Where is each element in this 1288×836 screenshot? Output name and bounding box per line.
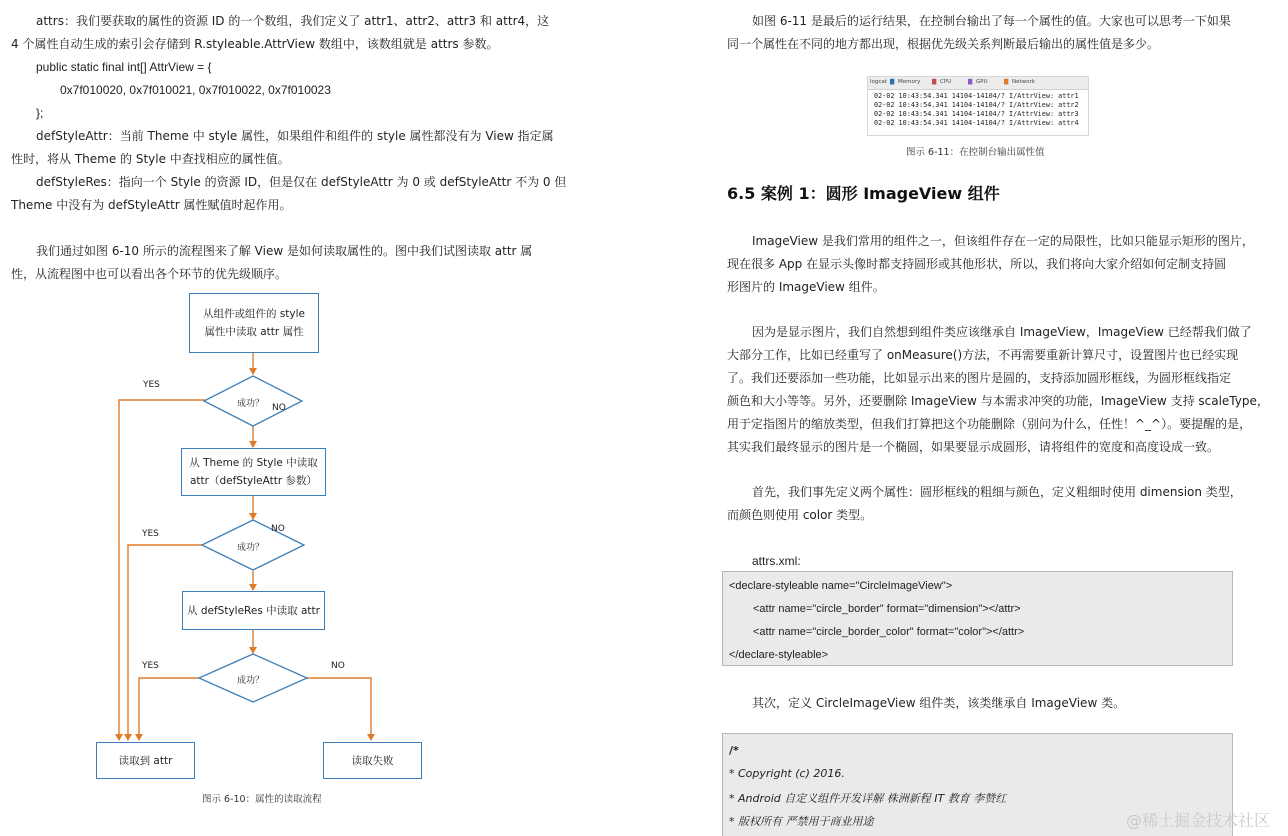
watermark: @稀土掘金技术社区	[1126, 811, 1271, 830]
paragraph-imageview-line1: ImageView 是我们常用的组件之一，但该组件存在一定的局限性，比如只能显示矩形的图片，	[752, 234, 1254, 248]
label-no-3: NO	[331, 661, 345, 671]
xml-line-3: <attr name="circle_border_color" format="color"></attr>	[753, 626, 1025, 638]
flow-box1-line1: 从组件或组件的 style	[202, 308, 306, 320]
tab-gpu: GPU	[976, 79, 988, 85]
paragraph-defstyleres-line2: Theme 中没有为 defStyleAttr 属性赋值时起作用。	[11, 198, 292, 212]
comment-line-3: * Android 自定义组件开发详解 株洲新程 IT 教育 李赞红	[729, 792, 1007, 805]
tab-cpu: CPU	[940, 79, 952, 85]
paragraph-attrs-line1: attrs：我们要获取的属性的资源 ID 的一个数组，我们定义了 attr1、attr2、attr3 和 attr4，这	[36, 14, 550, 28]
flow-result-fail-text: 读取失败	[351, 754, 394, 767]
label-yes-2: YES	[142, 529, 159, 539]
cpu-icon: ▇	[932, 79, 937, 85]
figure-caption-6-10: 图示 6-10：属性的读取流程	[202, 794, 322, 805]
figure-caption-6-11: 图示 6-11：在控制台输出属性值	[906, 147, 1045, 158]
paragraph-imageview-line3: 形图片的 ImageView 组件。	[727, 280, 885, 294]
xml-code-block	[722, 571, 1233, 666]
paragraph-defstyleattr-line1: defStyleAttr：当前 Theme 中 style 属性，如果组件和组件的 style 属性都没有为 View 指定属	[36, 129, 554, 143]
paragraph-design-line1: 因为是显示图片，我们自然想到组件类应该继承自 ImageView，ImageView 已经帮我们做了	[752, 325, 1252, 339]
flow-box1-line2: 属性中读取 attr 属性	[204, 326, 304, 338]
paragraph-flow-intro-line1: 我们通过如图 6-10 所示的流程图来了解 View 是如何读取属性的。图中我们试图读取 attr 属	[36, 244, 533, 258]
log-line-4: 02-02 10:43:54.341 14104-14104/? I/AttrView: attr4	[874, 119, 1079, 127]
paragraph-defstyleres-line1: defStyleRes：指向一个 Style 的资源 ID，但是仅在 defStyleAttr 为 0 或 defStyleAttr 不为 0 但	[36, 175, 567, 189]
label-no-2: NO	[271, 524, 285, 534]
logcat-screenshot	[867, 76, 1089, 136]
tab-logcat: logcat	[870, 79, 887, 85]
log-line-3: 02-02 10:43:54.341 14104-14104/? I/AttrView: attr3	[874, 110, 1079, 118]
paragraph-imageview-line2: 现在很多 App 在显示头像时都支持圆形或其他形状，所以，我们将向大家介绍如何定制支持圆	[727, 257, 1227, 271]
comment-line-2: * Copyright (c) 2016.	[729, 767, 845, 780]
arrow-d3-no	[306, 678, 371, 740]
gpu-icon: ▇	[968, 79, 973, 85]
log-line-2: 02-02 10:43:54.341 14104-14104/? I/AttrView: attr2	[874, 101, 1079, 109]
flow-box2-line2: attr（defStyleAttr 参数）	[189, 475, 318, 487]
arrow-d3-yes	[139, 678, 201, 740]
logcat-tabs	[868, 77, 1088, 90]
paragraph-result-line2: 同一个属性在不同的地方都出现，根据优先级关系判断最后输出的属性值是多少。	[727, 37, 1160, 51]
paragraph-attrs-intro-line2: 而颜色则使用 color 类型。	[727, 508, 873, 522]
network-icon: ▇	[1004, 79, 1009, 85]
paragraph-class-intro: 其次，定义 CircleImageView 组件类，该类继承自 ImageView 类。	[752, 696, 1126, 710]
label-yes-1: YES	[143, 380, 160, 390]
code-line-declaration: public static final int[] AttrView = {	[36, 60, 212, 74]
paragraph-design-line2: 大部分工作，比如已经重写了 onMeasure()方法，不再需要重新计算尺寸，设置图片也已经实现	[727, 348, 1239, 362]
flow-result-fail	[323, 742, 422, 779]
section-heading: 6.5 案例 1：圆形 ImageView 组件	[727, 184, 1000, 203]
paragraph-design-line6: 其实我们最终显示的图片是一个椭圆，如果要显示成圆形，请将组件的宽度和高度设成一致。	[727, 440, 1220, 454]
code-line-values: 0x7f010020, 0x7f010021, 0x7f010022, 0x7f010023	[60, 83, 331, 97]
code-line-close: };	[36, 106, 44, 120]
paragraph-defstyleattr-line2: 性时，将从 Theme 的 Style 中查找相应的属性值。	[11, 152, 290, 166]
flow-box-read-defstyleres	[182, 591, 325, 630]
tab-memory: Memory	[898, 79, 921, 85]
paragraph-flow-intro-line2: 性，从流程图中也可以看出各个环节的优先级顺序。	[11, 267, 288, 281]
flow-result-success-text: 读取到 attr	[118, 754, 173, 767]
xml-line-4: </declare-styleable>	[729, 649, 829, 661]
decision-1-label: 成功？	[237, 399, 265, 409]
paragraph-attrs-intro-line1: 首先，我们事先定义两个属性：圆形框线的粗细与颜色，定义粗细时使用 dimension 类型，	[752, 485, 1242, 499]
tab-network: Network	[1012, 79, 1035, 85]
xml-line-1: <declare-styleable name="CircleImageView">	[729, 580, 953, 592]
flow-box2-line1: 从 Theme 的 Style 中读取	[189, 457, 318, 469]
paragraph-result-line1: 如图 6-11 是最后的运行结果，在控制台输出了每一个属性的值。大家也可以思考一下如果	[752, 14, 1231, 28]
xml-line-2: <attr name="circle_border" format="dimension"></attr>	[753, 603, 1021, 615]
flow-result-success	[96, 742, 195, 779]
paragraph-design-line4: 颜色和大小等等。另外，还要删除 ImageView 与本需求冲突的功能，ImageView 支持 scaleType，	[727, 394, 1269, 408]
memory-icon: ▇	[890, 79, 895, 85]
log-line-1: 02-02 10:43:54.341 14104-14104/? I/AttrView: attr1	[874, 92, 1079, 100]
decision-2-label: 成功？	[237, 543, 265, 553]
label-no-1: NO	[272, 403, 286, 413]
decision-3-label: 成功？	[237, 676, 265, 686]
paragraph-attrs-line2: 4 个属性自动生成的索引会存储到 R.styleable.AttrView 数组中，该数组就是 attrs 参数。	[11, 37, 499, 51]
flow-box3-text: 从 defStyleRes 中读取 attr	[187, 604, 320, 617]
paragraph-design-line5: 用于定指图片的缩放类型，但我们打算把这个功能删除（别问为什么，任性！^_^）。要提醒的是，	[727, 417, 1252, 431]
comment-line-4: * 版权所有 严禁用于商业用途	[729, 815, 874, 828]
label-yes-3: YES	[142, 661, 159, 671]
flow-box-read-style	[189, 293, 319, 353]
attrs-file-label: attrs.xml:	[752, 554, 801, 568]
flow-box-read-theme	[181, 448, 326, 496]
comment-line-1: /*	[729, 744, 739, 757]
paragraph-design-line3: 了。我们还要添加一些功能，比如显示出来的图片是圆的，支持添加圆形框线，为圆形框线指定	[727, 371, 1232, 385]
